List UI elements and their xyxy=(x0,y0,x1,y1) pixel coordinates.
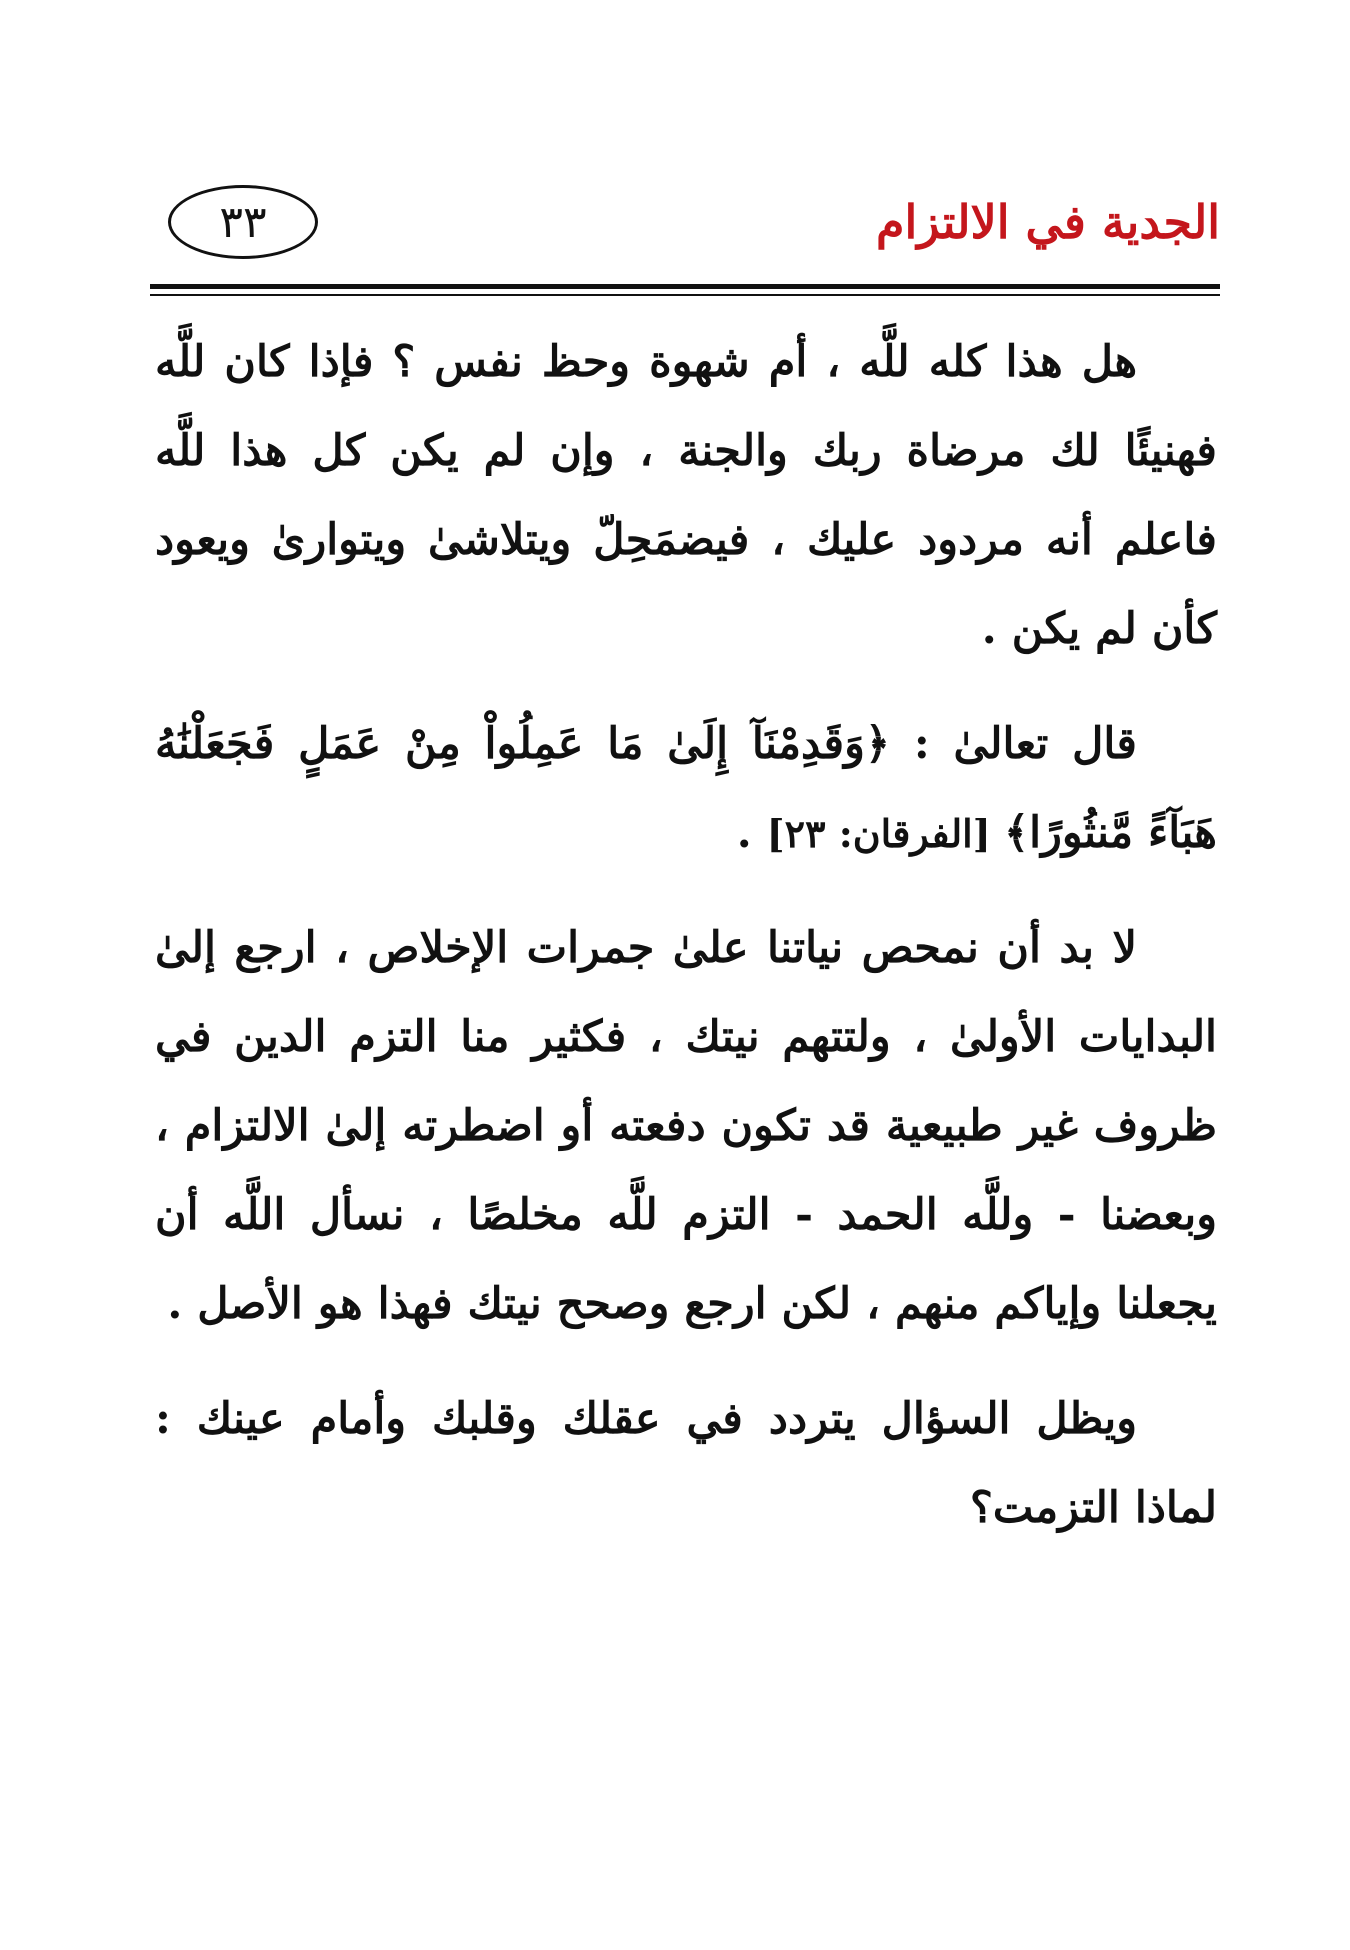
quran-verse: ﴿وَقَدِمْنَآ إِلَىٰ مَا عَمِلُواْ مِنْ عَمَلٍ فَجَعَلْنَٰهُ هَبَآءً مَّنثُورًا﴾ xyxy=(155,719,1217,858)
body-text xyxy=(155,318,1217,1571)
paragraph-1: هل هذا كله للَّه ، أم شهوة وحظ نفس ؟ فإذا كان للَّه فهنيئًا لك مرضاة ربك والجنة ، وإن لم يكن كل هذا للَّه فاعلم أنه مردود عليك ، فيضمَحِلّ ويتلاشىٰ ويتوارىٰ ويعود كأن لم يكن . xyxy=(155,337,1217,654)
running-title: الجدية في الالتزام xyxy=(875,195,1220,249)
header-rule-thick xyxy=(150,284,1220,289)
paragraph-2-verse xyxy=(155,700,1217,878)
verse-reference: [الفرقان: ٢٣] xyxy=(766,811,1004,856)
header-rule-thin xyxy=(150,294,1220,296)
paragraph-4: ويظل السؤال يتردد في عقلك وقلبك وأمام عينك : لماذا التزمت؟ xyxy=(155,1394,1217,1533)
page-header xyxy=(150,185,1220,275)
verse-intro: قال تعالىٰ : xyxy=(890,719,1137,769)
page-number: ٣٣ xyxy=(168,185,318,259)
paragraph-3: لا بد أن نمحص نياتنا علىٰ جمرات الإخلاص ، ارجع إلىٰ البدايات الأولىٰ ، ولتتهم نيتك ، فكثير منا التزم الدين في ظروف غير طبيعية قد تكون دفعته أو اضطرته إلىٰ الالتزام ، وبعضنا - وللَّه الحمد - التزم للَّه مخلصًا ، نسأل اللَّه أن يجعلنا وإياكم منهم ، لكن ارجع وصحح نيتك فهذا هو الأصل . xyxy=(155,923,1217,1329)
verse-end: . xyxy=(736,808,767,858)
